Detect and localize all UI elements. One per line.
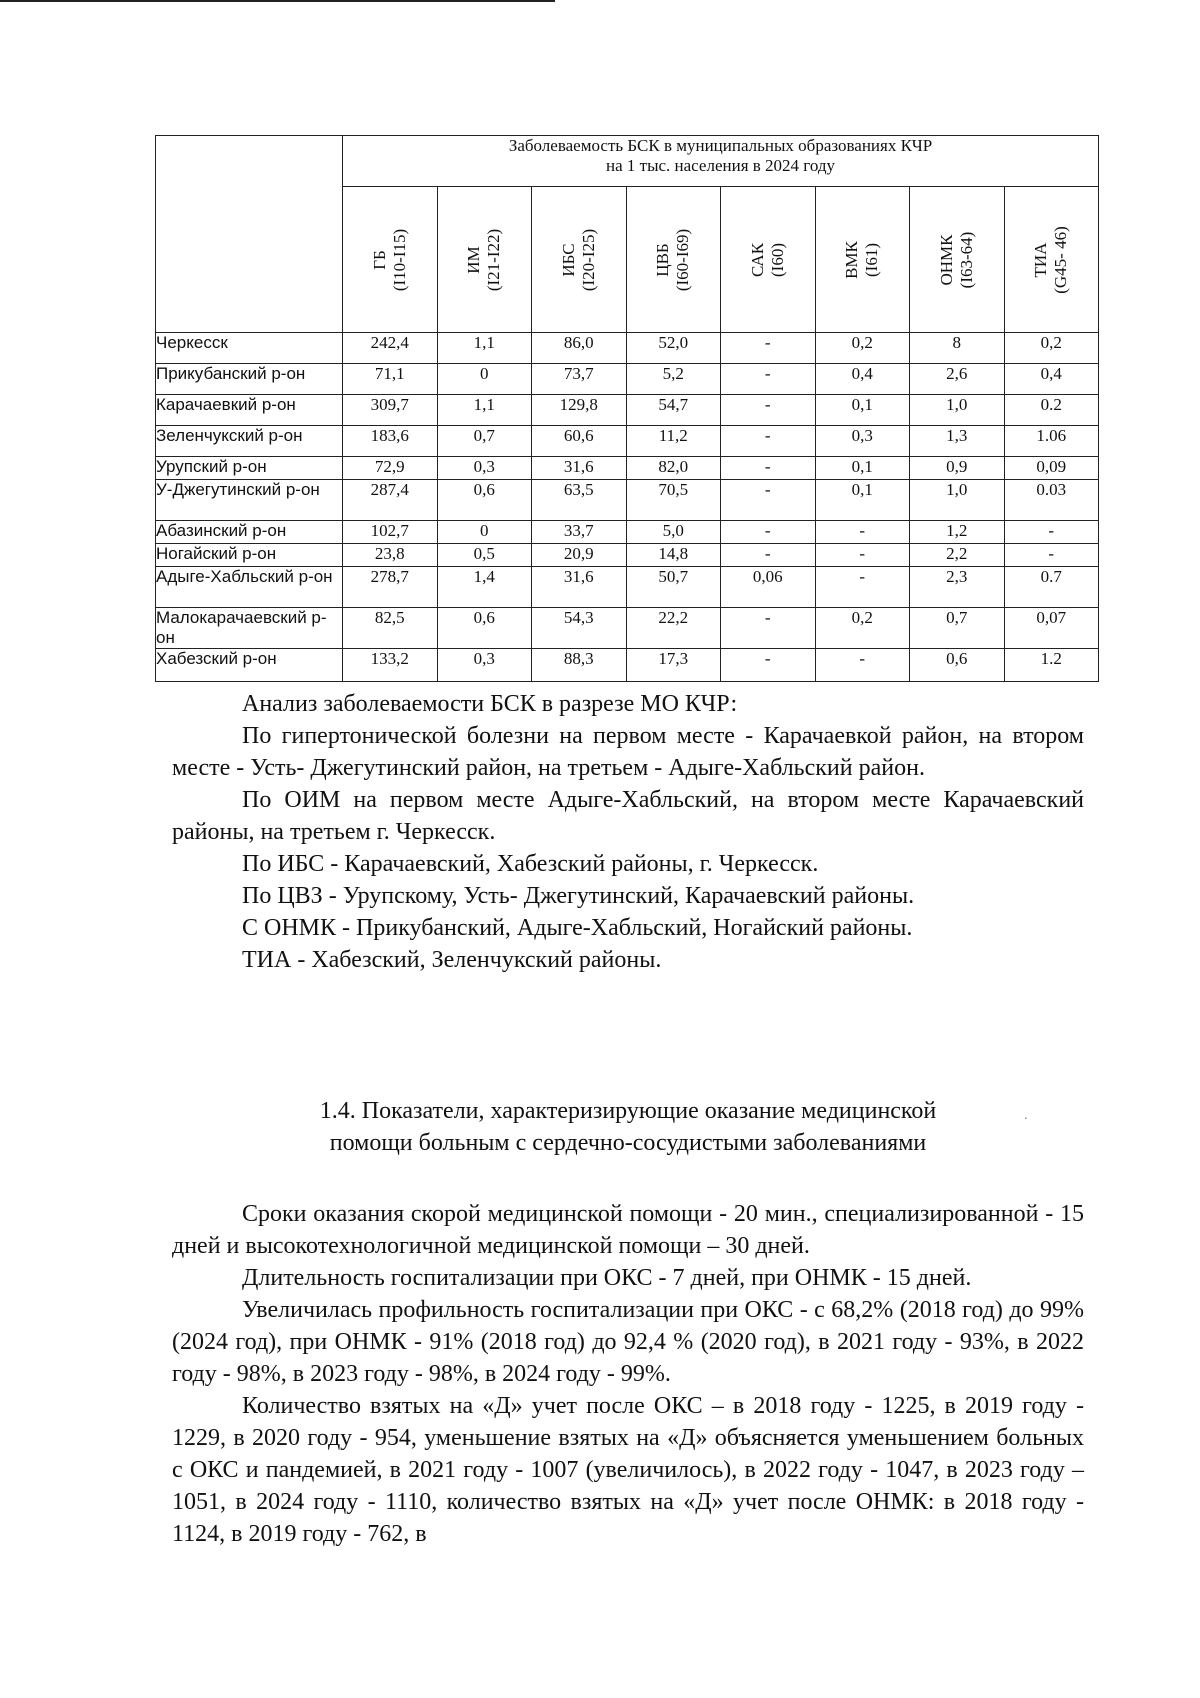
value-cell: - [815, 649, 910, 682]
value-cell: - [721, 426, 816, 457]
top-rule [0, 0, 555, 2]
value-cell: 20,9 [532, 544, 627, 567]
analysis-hypertension: По гипертонической болезни на первом месте - Карачаевкой район, на втором месте - Усть- Джегутинский район, на третьем - Адыге-Хабльский район. [172, 723, 1084, 781]
table-corner-cell [156, 136, 343, 333]
region-name-cell: Ногайский р-он [156, 544, 343, 567]
value-cell: 129,8 [532, 395, 627, 426]
table-row [156, 395, 1099, 426]
column-header-code: (I60-I69) [673, 228, 693, 291]
value-cell: - [721, 457, 816, 480]
analysis-tia: ТИА - Хабезский, Зеленчукский районы. [242, 947, 662, 973]
section-heading [172, 1095, 1084, 1159]
value-cell: 1.2 [1004, 649, 1099, 682]
region-name-cell: Адыге-Хабльский р-он [156, 567, 343, 608]
value-cell: 2,3 [910, 567, 1005, 608]
body-block [172, 1198, 1084, 1550]
table-row [156, 649, 1099, 682]
value-cell: 88,3 [532, 649, 627, 682]
value-cell: 82,5 [343, 608, 438, 649]
value-cell: 0,09 [1004, 457, 1099, 480]
value-cell: 0,07 [1004, 608, 1099, 649]
column-header [532, 187, 627, 333]
table-body [156, 333, 1099, 682]
value-cell: 2,6 [910, 364, 1005, 395]
column-header-name: ИМ [464, 245, 484, 274]
table-row [156, 333, 1099, 364]
value-cell: 22,2 [626, 608, 721, 649]
value-cell: 0,4 [815, 364, 910, 395]
value-cell: 1,4 [437, 567, 532, 608]
table-row [156, 426, 1099, 457]
column-header-code: (I61) [862, 242, 882, 277]
region-name-cell: Урупский р-он [156, 457, 343, 480]
column-header [1004, 187, 1099, 333]
value-cell: 60,6 [532, 426, 627, 457]
value-cell: 17,3 [626, 649, 721, 682]
value-cell: 11,2 [626, 426, 721, 457]
body-dispensary: Количество взятых на «Д» учет после ОКС – в 2018 году - 1225, в 2019 году - 1229, в 2020 году - 954, уменьшение взятых на «Д» объясняется уменьшением больных с ОКС и пандемией, в 2021 году - 1007 (увеличилось), в 2022 году - 1047, в 2023 году – 1051, в 2024 году - 1110, количество взятых на «Д» учет после ОНМК: в 2018 году - 1124, в 2019 году - 762, в [172, 1393, 1084, 1547]
value-cell: - [721, 544, 816, 567]
value-cell: 0,9 [910, 457, 1005, 480]
analysis-ibs: По ИБС - Карачаевский, Хабезский районы, г. Черкесск. [242, 851, 819, 877]
value-cell: 72,9 [343, 457, 438, 480]
analysis-block [172, 688, 1084, 976]
value-cell: - [721, 395, 816, 426]
column-header-name: ОНМК [936, 234, 956, 286]
value-cell: 0,1 [815, 457, 910, 480]
incidence-table [155, 135, 1099, 682]
value-cell: 0.2 [1004, 395, 1099, 426]
body-duration: Длительность госпитализации при ОКС - 7 дней, при ОНМК - 15 дней. [242, 1265, 972, 1291]
body-terms: Сроки оказания скорой медицинской помощи - 20 мин., специализированной - 15 дней и высокотехнологичной медицинской помощи – 30 дней. [172, 1201, 1084, 1259]
column-header-name: ГБ [369, 249, 389, 270]
table-row [156, 457, 1099, 480]
value-cell: 0,1 [815, 480, 910, 521]
region-name-cell: Прикубанский р-он [156, 364, 343, 395]
value-cell: 102,7 [343, 521, 438, 544]
analysis-intro: Анализ заболеваемости БСК в разрезе МО КЧР: [242, 691, 738, 717]
column-header-code: (I63-64) [956, 231, 976, 288]
value-cell: - [815, 567, 910, 608]
value-cell: 54,7 [626, 395, 721, 426]
analysis-cvz: По ЦВЗ - Урупскому, Усть- Джегутинский, Карачаевский районы. [242, 883, 915, 909]
region-name-cell: Карачаевкий р-он [156, 395, 343, 426]
body-profile: Увеличилась профильность госпитализации при ОКС - с 68,2% (2018 год) до 99% (2024 год), при ОНМК - 91% (2018 год) до 92,4 % (2020 год), в 2021 году - 93%, в 2022 году - 98%, в 2023 году - 98%, в 2024 году - 99%. [172, 1297, 1084, 1387]
value-cell: 0,7 [437, 426, 532, 457]
incidence-table-container [155, 135, 1098, 682]
column-header [343, 187, 438, 333]
column-header-name: САК [747, 242, 767, 277]
column-header-code: (I21-I22) [484, 228, 504, 291]
value-cell: 0,6 [437, 608, 532, 649]
value-cell: 71,1 [343, 364, 438, 395]
value-cell: 1.06 [1004, 426, 1099, 457]
value-cell: - [815, 521, 910, 544]
table-row [156, 480, 1099, 521]
table-row [156, 608, 1099, 649]
value-cell: - [815, 544, 910, 567]
column-header-code: (I10-I15) [389, 228, 409, 291]
value-cell: 33,7 [532, 521, 627, 544]
value-cell: 5,0 [626, 521, 721, 544]
value-cell: - [721, 649, 816, 682]
value-cell: 0,2 [815, 333, 910, 364]
column-header [721, 187, 816, 333]
value-cell: 0,3 [437, 649, 532, 682]
value-cell: 23,8 [343, 544, 438, 567]
value-cell: - [1004, 544, 1099, 567]
value-cell: 309,7 [343, 395, 438, 426]
region-name-cell: Черкесск [156, 333, 343, 364]
value-cell: 242,4 [343, 333, 438, 364]
table-row [156, 521, 1099, 544]
value-cell: 0.7 [1004, 567, 1099, 608]
value-cell: 1,1 [437, 395, 532, 426]
region-name-cell: Малокарачаевский р-он [156, 608, 343, 649]
value-cell: 1,0 [910, 480, 1005, 521]
value-cell: - [721, 521, 816, 544]
value-cell: 5,2 [626, 364, 721, 395]
value-cell: 0 [437, 521, 532, 544]
value-cell: - [721, 608, 816, 649]
column-header-name: ВМК [842, 240, 862, 279]
scan-mark: . [1024, 1108, 1028, 1123]
value-cell: 14,8 [626, 544, 721, 567]
column-header-name: ИБС [558, 242, 578, 277]
table-row [156, 364, 1099, 395]
value-cell: 82,0 [626, 457, 721, 480]
value-cell: 287,4 [343, 480, 438, 521]
value-cell: 0,3 [437, 457, 532, 480]
column-header-name: ТИА [1031, 242, 1051, 277]
region-name-cell: Хабезский р-он [156, 649, 343, 682]
value-cell: 31,6 [532, 567, 627, 608]
value-cell: 73,7 [532, 364, 627, 395]
value-cell: 0,7 [910, 608, 1005, 649]
table-title-line1: Заболеваемость БСК в муниципальных образованиях КЧР [508, 136, 933, 155]
value-cell: 0,06 [721, 567, 816, 608]
value-cell: 0,2 [1004, 333, 1099, 364]
value-cell: 0,6 [910, 649, 1005, 682]
value-cell: 1,0 [910, 395, 1005, 426]
region-name-cell: У-Джегутинский р-он [156, 480, 343, 521]
value-cell: - [721, 364, 816, 395]
value-cell: 86,0 [532, 333, 627, 364]
value-cell: 52,0 [626, 333, 721, 364]
value-cell: 1,2 [910, 521, 1005, 544]
value-cell: 0,6 [437, 480, 532, 521]
value-cell: 1,3 [910, 426, 1005, 457]
value-cell: 0,3 [815, 426, 910, 457]
column-header-code: (G45- 46) [1051, 225, 1071, 294]
column-header [815, 187, 910, 333]
section-heading-line1: 1.4. Показатели, характеризирующие оказание медицинской [319, 1098, 937, 1124]
value-cell: 0,2 [815, 608, 910, 649]
value-cell: 54,3 [532, 608, 627, 649]
table-row [156, 544, 1099, 567]
value-cell: - [1004, 521, 1099, 544]
value-cell: 0,5 [437, 544, 532, 567]
table-title [343, 136, 1099, 187]
analysis-oim: По ОИМ на первом месте Адыге-Хабльский, на втором месте Карачаевский районы, на третьем г. Черкесск. [172, 787, 1084, 845]
value-cell: 70,5 [626, 480, 721, 521]
column-header [910, 187, 1005, 333]
value-cell: 0.03 [1004, 480, 1099, 521]
column-header-code: (I20-I25) [578, 228, 598, 291]
table-title-line2: на 1 тыс. населения в 2024 году [606, 156, 836, 175]
column-header-name: ЦВБ [653, 242, 673, 277]
value-cell: 183,6 [343, 426, 438, 457]
value-cell: 133,2 [343, 649, 438, 682]
analysis-onmk: С ОНМК - Прикубанский, Адыге-Хабльский, Ногайский районы. [242, 915, 913, 941]
value-cell: 278,7 [343, 567, 438, 608]
column-header [437, 187, 532, 333]
column-header [626, 187, 721, 333]
value-cell: 31,6 [532, 457, 627, 480]
value-cell: 0 [437, 364, 532, 395]
section-heading-line2: помощи больным с сердечно-сосудистыми заболеваниями [329, 1130, 927, 1156]
value-cell: 0,4 [1004, 364, 1099, 395]
region-name-cell: Абазинский р-он [156, 521, 343, 544]
value-cell: 2,2 [910, 544, 1005, 567]
value-cell: 50,7 [626, 567, 721, 608]
value-cell: 8 [910, 333, 1005, 364]
value-cell: 1,1 [437, 333, 532, 364]
column-header-code: (I60) [767, 242, 787, 277]
value-cell: - [721, 333, 816, 364]
region-name-cell: Зеленчукский р-он [156, 426, 343, 457]
value-cell: 63,5 [532, 480, 627, 521]
value-cell: - [721, 480, 816, 521]
table-row [156, 567, 1099, 608]
value-cell: 0,1 [815, 395, 910, 426]
